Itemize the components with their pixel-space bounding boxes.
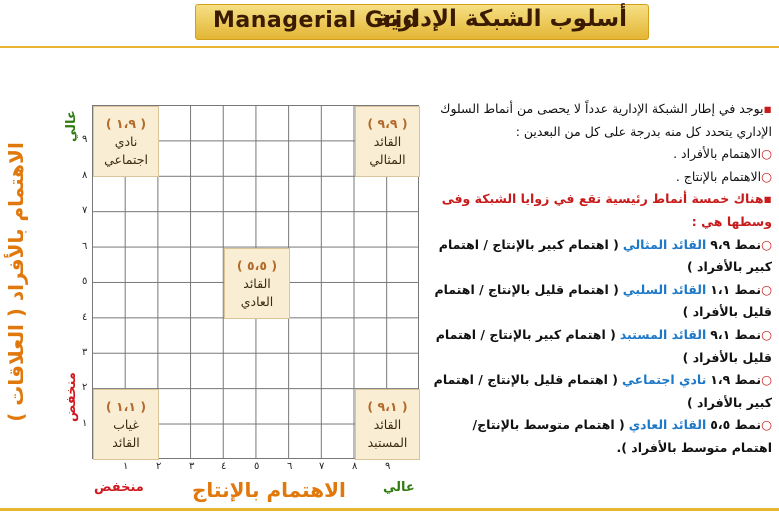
title-arabic: أسلوب الشبكة الإدارية [376,6,627,32]
title-divider [0,46,779,48]
x-tick: ٤ [221,461,227,472]
dimension-item: ○الاهتمام بالإنتاج . [675,168,772,184]
style-label-line1: نادي [114,133,138,149]
style-item: ○نمط ١،٩ نادي اجتماعي ( اهتمام قليل بالإنتاج / اهتمام كبير بالأفراد ) [433,372,772,410]
title-english: Managerial Grid [213,8,420,33]
style-coord: ( ٩،٩ ) [367,115,408,131]
y-tick: ١ [82,418,88,429]
x-axis-label: الاهتمام بالإنتاج [192,478,346,502]
y-tick: ٨ [82,170,88,181]
style-box-authoritarian [355,389,420,460]
style-item-prefix: نمط ١،١ [710,281,762,297]
x-axis-high-label: عالي [383,480,415,495]
x-axis-low-label: منخفض [94,480,144,495]
dimension-item: ○الاهتمام بالأفراد . [673,146,772,162]
x-tick: ١ [123,461,129,472]
style-coord: ( ٩،١ ) [367,398,408,414]
x-tick: ٨ [352,461,358,472]
style-box-team-leader [355,106,420,177]
style-item-name: القائد المستبد [619,326,707,342]
y-tick: ٦ [82,241,88,252]
explanation-text [432,98,772,460]
y-axis-label: الاهتمام بالأفراد ( العلاقات ) [4,142,28,422]
x-tick: ٥ [254,461,260,472]
style-item: ○نمط ٩،١ القائد المستبد ( اهتمام كبير بالإنتاج / اهتمام قليل بالأفراد ) [435,326,772,365]
y-tick: ٩ [82,134,88,145]
style-label-line2: العادي [240,293,274,309]
style-item-desc: ( اهتمام قليل بالإنتاج / اهتمام قليل بالأفراد ) [434,281,772,320]
style-item-desc: ( اهتمام كبير بالإنتاج / اهتمام كبير بالأفراد ) [438,236,772,275]
bottom-divider [0,508,779,511]
style-item-name: القائد العادي [628,417,707,433]
style-label-line1: غياب [113,416,139,432]
x-tick: ٩ [385,461,391,472]
style-label-line2: اجتماعي [104,151,148,167]
style-item-desc: ( اهتمام قليل بالإنتاج / اهتمام كبير بالأفراد ) [433,372,772,410]
style-box-middle-road [224,248,290,319]
style-item-desc: ( اهتمام متوسط بالإنتاج/ اهتمام متوسط بالأفراد ). [472,417,772,455]
style-box-country-club [93,106,159,177]
y-tick: ٣ [82,347,88,358]
y-tick: ٤ [82,312,88,323]
y-tick: ٢ [82,382,88,393]
style-label-line2: القائد [112,434,140,450]
style-label-line1: القائد [373,133,402,149]
style-item: ○نمط ١،١ القائد السلبي ( اهتمام قليل بالإنتاج / اهتمام قليل بالأفراد ) [434,281,772,320]
style-coord: ( ١،٩ ) [105,115,147,131]
dimension-text: الاهتمام بالإنتاج . [675,168,762,184]
intro-text: يوجد في إطار الشبكة الإدارية عدداً لا يحصى من أنماط السلوك الإداري يتحدد كل منه بدرجة على كل من البعدين : [440,101,772,139]
five-styles-heading-text: هناك خمسة أنماط رئيسية تقع في زوايا الشبكة وفى وسطها هي : [441,191,772,229]
y-tick: ٧ [82,205,88,216]
style-item: ○نمط ٥،٥ القائد العادي ( اهتمام متوسط بالإنتاج/ اهتمام متوسط بالأفراد ). [472,417,772,455]
style-item-name: القائد السلبي [622,281,707,297]
managerial-grid [92,105,419,459]
style-item-prefix: نمط ١،٩ [710,372,762,388]
five-styles-heading: ▪هناك خمسة أنماط رئيسية تقع في زوايا الشبكة وفى وسطها هي : [441,191,772,229]
style-item: ○نمط ٩،٩ القائد المثالي ( اهتمام كبير بالإنتاج / اهتمام كبير بالأفراد ) [438,236,772,275]
style-label-line2: المثالي [369,151,406,167]
y-axis-low-label: منخفض [64,372,79,422]
style-coord: ( ١،١ ) [105,398,147,414]
style-item-name: نادي اجتماعي [622,372,707,388]
y-tick: ٥ [82,276,88,287]
x-tick: ٢ [156,461,162,472]
style-coord: ( ٥،٥ ) [236,257,278,273]
style-item-desc: ( اهتمام كبير بالإنتاج / اهتمام قليل بالأفراد ) [435,326,772,365]
style-item-name: القائد المثالي [622,236,707,252]
style-box-impoverished [93,389,159,460]
x-tick: ٣ [189,461,195,472]
x-tick: ٧ [319,461,325,472]
style-label-line1: القائد [243,275,271,291]
style-label-line1: القائد [373,416,402,432]
intro-paragraph: ▪يوجد في إطار الشبكة الإدارية عدداً لا يحصى من أنماط السلوك الإداري يتحدد كل منه بدرجة على كل من البعدين : [440,101,772,139]
x-tick: ٦ [287,461,293,472]
dimension-text: الاهتمام بالأفراد . [673,146,762,162]
style-item-prefix: نمط ٥،٥ [710,417,762,433]
style-item-prefix: نمط ٩،٩ [710,236,762,252]
style-item-prefix: نمط ٩،١ [710,326,762,342]
y-axis-high-label: عالي [64,110,79,142]
style-label-line2: المستبد [367,434,408,450]
